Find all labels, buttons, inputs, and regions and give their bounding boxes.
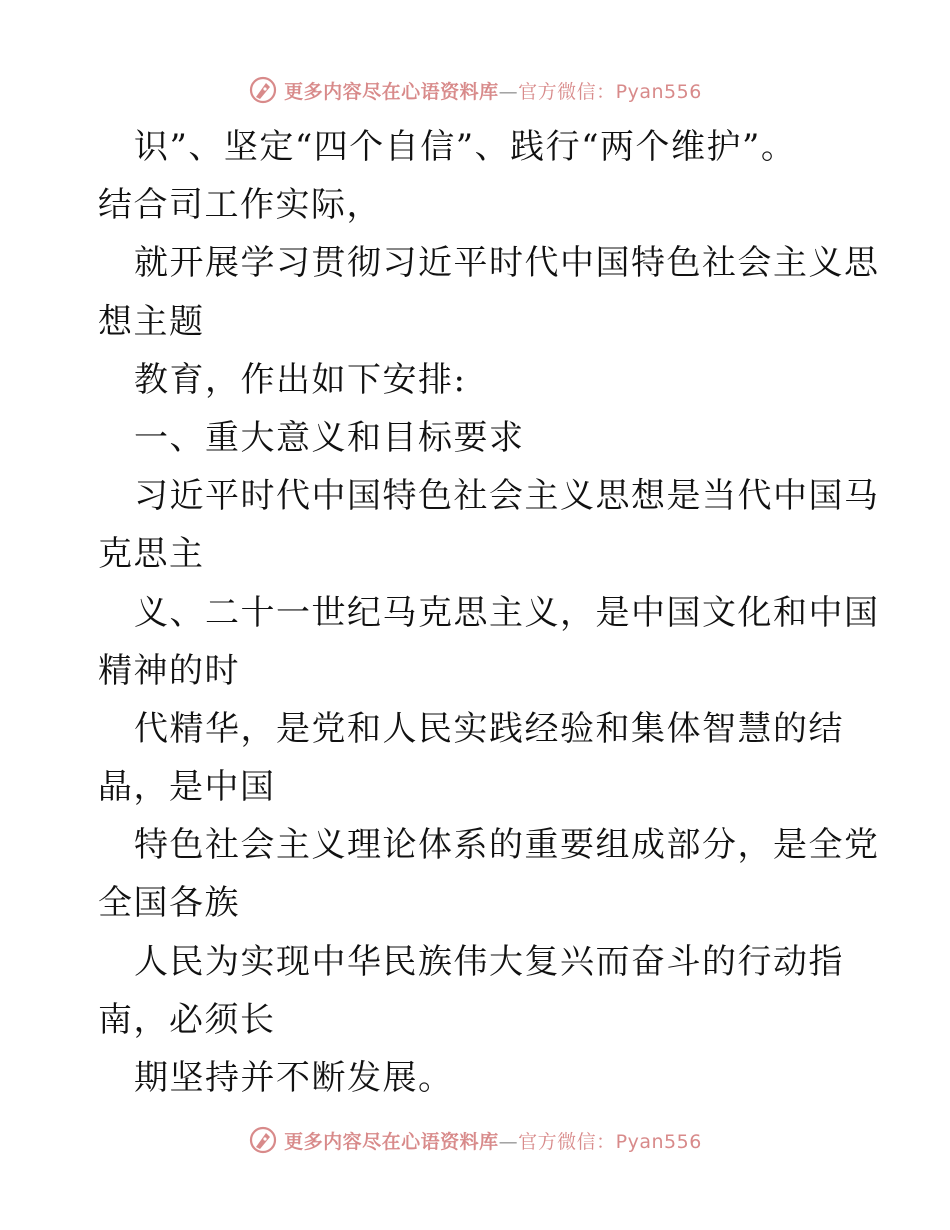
text-line: 精神的时: [98, 650, 240, 691]
document-body: [98, 118, 880, 1107]
text-line: 全国各族: [98, 883, 240, 924]
text-line: 义、二十一世纪马克思主义，是中国文化和中国: [134, 592, 880, 633]
pen-nib-circle-icon: [248, 1125, 278, 1155]
watermark-separator: —: [498, 80, 519, 103]
text-line: 想主题: [98, 301, 205, 342]
text-line: 晶，是中国: [98, 767, 276, 808]
text-line: 期坚持并不断发展。: [134, 1058, 454, 1098]
watermark-wechat-text: 官方微信：Pyan556: [518, 1130, 702, 1153]
pen-nib-circle-icon: [248, 75, 278, 105]
watermark-main-text: 更多内容尽在心语资料库: [284, 80, 499, 103]
text-line: 人民为实现中华民族伟大复兴而奋斗的行动指: [134, 941, 844, 982]
text-line: 南，必须长: [98, 999, 276, 1040]
text-line: 克思主: [98, 534, 205, 575]
text-line: 结合司工作实际，: [98, 185, 382, 226]
text-line: 特色社会主义理论体系的重要组成部分，是全党: [134, 825, 880, 866]
page-header-watermark: [0, 72, 950, 108]
watermark-main-text: 更多内容尽在心语资料库: [284, 1130, 499, 1153]
text-line: 就开展学习贯彻习近平时代中国特色社会主义思: [134, 243, 880, 284]
text-line: 一、重大意义和目标要求: [134, 417, 525, 458]
watermark-separator: —: [498, 1130, 519, 1153]
watermark-wechat-text: 官方微信：Pyan556: [518, 80, 702, 103]
text-line: 习近平时代中国特色社会主义思想是当代中国马: [134, 476, 880, 517]
text-line: 识”、坚定“四个自信”、践行“两个维护”。: [134, 127, 797, 167]
page-footer-watermark: [0, 1122, 950, 1158]
text-line: 教育，作出如下安排:: [134, 359, 467, 400]
text-line: 代精华，是党和人民实践经验和集体智慧的结: [134, 708, 844, 749]
